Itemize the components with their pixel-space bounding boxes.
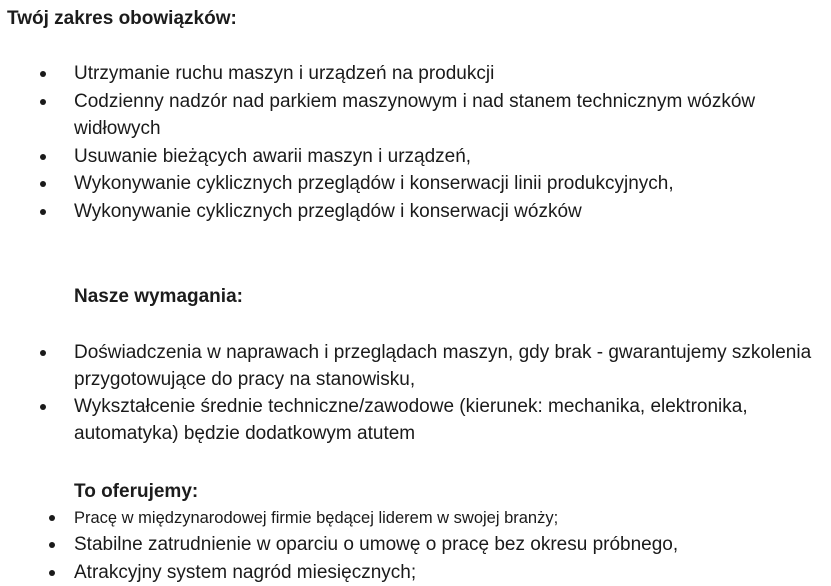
requirements-list [0, 339, 824, 447]
bullet-icon [49, 515, 55, 521]
list-item: Stabilne zatrudnienie w oparciu o umowę o pracę bez okresu próbnego, [0, 531, 824, 559]
list-item: Pracę w międzynarodowej firmie będącej liderem w swojej branży; [0, 505, 824, 531]
list-item: Usuwanie bieżących awarii maszyn i urządzeń, [0, 143, 824, 171]
bullet-icon [40, 181, 46, 187]
bullet-icon [40, 154, 46, 160]
bullet-icon [40, 404, 46, 410]
list-item: Wykształcenie średnie techniczne/zawodowe (kierunek: mechanika, elektronika, automatyka) będzie dodatkowym atutem [0, 393, 824, 447]
list-item: Utrzymanie ruchu maszyn i urządzeń na produkcji [0, 60, 824, 88]
bullet-icon [40, 99, 46, 105]
duties-list [0, 60, 824, 225]
list-item: Wykonywanie cyklicznych przeglądów i konserwacji linii produkcyjnych, [0, 170, 824, 198]
list-item: Doświadczenia w naprawach i przeglądach maszyn, gdy brak - gwarantujemy szkolenia przygotowujące do pracy na stanowisku, [0, 339, 824, 393]
requirements-heading: Nasze wymagania: [74, 286, 243, 307]
offer-heading: To oferujemy: [74, 481, 199, 502]
duties-heading: Twój zakres obowiązków: [7, 8, 237, 29]
list-item: Atrakcyjny system nagród miesięcznych; [0, 559, 824, 586]
bullet-icon [49, 542, 55, 548]
bullet-icon [40, 209, 46, 215]
list-item: Codzienny nadzór nad parkiem maszynowym i nad stanem technicznym wózków widłowych [0, 88, 824, 143]
bullet-icon [49, 570, 55, 576]
list-item: Wykonywanie cyklicznych przeglądów i konserwacji wózków [0, 198, 824, 226]
bullet-icon [40, 71, 46, 77]
bullet-icon [40, 350, 46, 356]
offer-list [0, 505, 824, 586]
